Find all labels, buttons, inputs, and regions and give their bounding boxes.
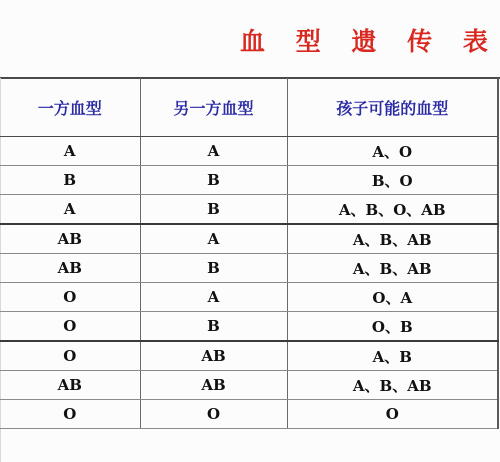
parent-two-cell: B xyxy=(140,166,287,195)
table-row xyxy=(0,312,498,342)
parent-two-cell: B xyxy=(140,254,287,283)
parent-one-cell: A xyxy=(0,137,140,166)
table-row xyxy=(0,254,498,283)
table-row xyxy=(0,400,498,429)
child-types-cell: O xyxy=(287,400,498,429)
child-types-cell: A、B、AB xyxy=(287,224,498,254)
parent-one-cell: A xyxy=(0,195,140,225)
page-title: 血 型 遗 传 表 xyxy=(240,27,499,56)
parent-two-cell: B xyxy=(140,195,287,225)
blood-type-table xyxy=(0,78,499,429)
header-parent-one: 一方血型 xyxy=(0,78,140,137)
table-row xyxy=(0,195,498,225)
parent-two-cell: A xyxy=(140,137,287,166)
child-types-cell: A、O xyxy=(287,137,498,166)
parent-two-cell: B xyxy=(140,312,287,342)
table-row xyxy=(0,166,498,195)
table-header-row xyxy=(0,78,498,137)
parent-two-cell: AB xyxy=(140,371,287,400)
child-types-cell: A、B、O、AB xyxy=(287,195,498,225)
parent-one-cell: AB xyxy=(0,371,140,400)
parent-one-cell: O xyxy=(0,283,140,312)
parent-one-cell: O xyxy=(0,312,140,342)
parent-two-cell: AB xyxy=(140,341,287,371)
table-row xyxy=(0,224,498,254)
table-row xyxy=(0,341,498,371)
child-types-cell: O、B xyxy=(287,312,498,342)
parent-one-cell: B xyxy=(0,166,140,195)
parent-one-cell: O xyxy=(0,341,140,371)
child-types-cell: O、A xyxy=(287,283,498,312)
parent-two-cell: A xyxy=(140,283,287,312)
table-row xyxy=(0,283,498,312)
parent-two-cell: O xyxy=(140,400,287,429)
parent-two-cell: A xyxy=(140,224,287,254)
header-child-types: 孩子可能的血型 xyxy=(287,78,498,137)
parent-one-cell: AB xyxy=(0,254,140,283)
parent-one-cell: O xyxy=(0,400,140,429)
child-types-cell: A、B、AB xyxy=(287,254,498,283)
child-types-cell: B、O xyxy=(287,166,498,195)
table-row xyxy=(0,371,498,400)
child-types-cell: A、B xyxy=(287,341,498,371)
table-row xyxy=(0,137,498,166)
parent-one-cell: AB xyxy=(0,224,140,254)
header-parent-two: 另一方血型 xyxy=(140,78,287,137)
child-types-cell: A、B、AB xyxy=(287,371,498,400)
